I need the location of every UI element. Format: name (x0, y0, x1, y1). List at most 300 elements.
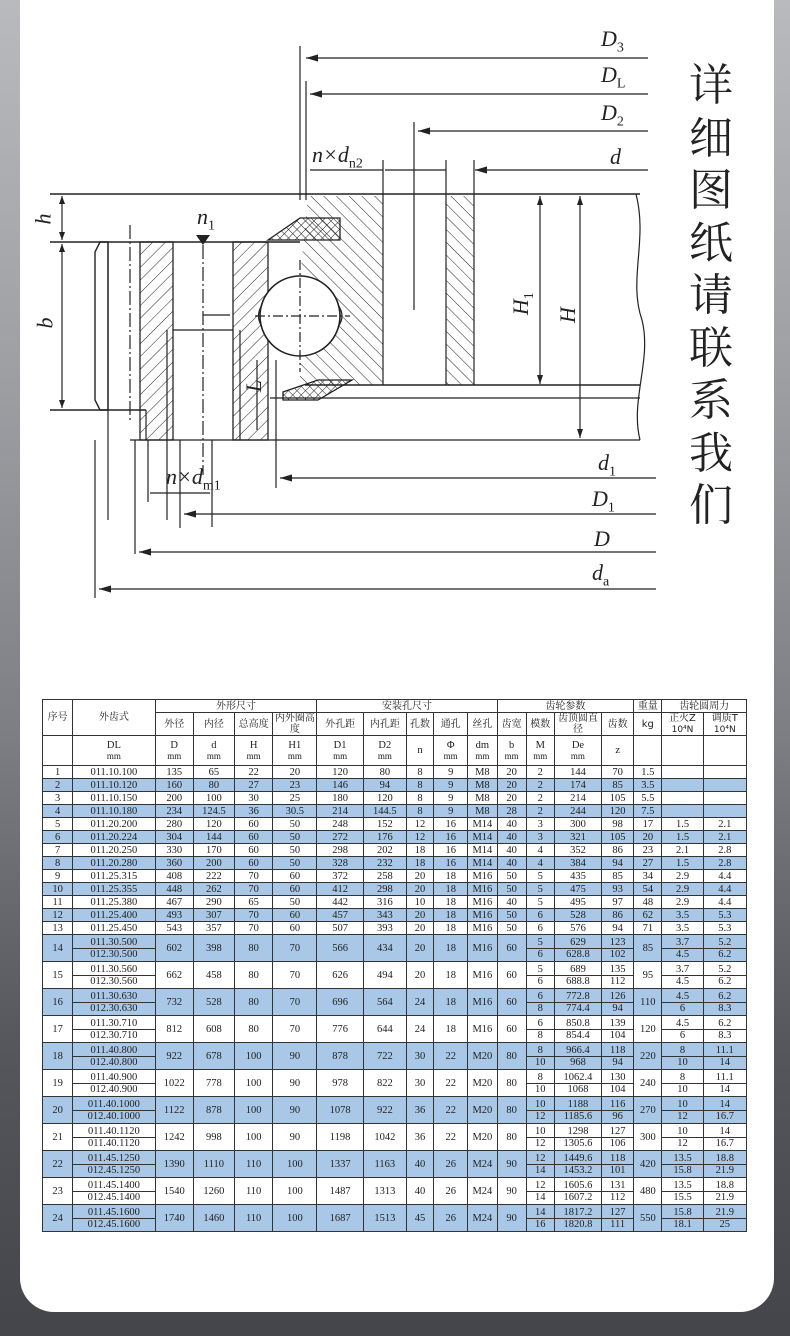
cell-tooth-count-part: 104 (609, 1029, 626, 1041)
cell-force-z: 2.9 (662, 883, 703, 896)
cell-b: 50 (497, 909, 526, 922)
cell-d1: 978 (317, 1070, 363, 1097)
cell-module: 2 (526, 766, 554, 779)
cell-tip-dia: 300 (554, 818, 601, 831)
table-row (43, 1016, 747, 1043)
cell-model-part: 011.45.1250 (73, 1153, 154, 1165)
cell-module: 4 (526, 844, 554, 857)
cell-n: 40 (406, 1178, 433, 1205)
cell-tooth-count-part: 123 (602, 937, 633, 949)
cell-module: 6 (526, 922, 554, 935)
cell-module-part: 5 (527, 964, 554, 976)
cell-weight: 34 (634, 870, 662, 883)
cell-n: 24 (406, 1016, 433, 1043)
cell-weight: 3.5 (634, 779, 662, 792)
cell-module-part: 10 (534, 1083, 546, 1095)
cell-force-z (662, 1124, 703, 1151)
cell-force-z (662, 805, 703, 818)
table-row (43, 792, 747, 805)
cell-force-t-part: 5.2 (704, 964, 746, 976)
label-n-dm1: $n\times d_{m1}$ (166, 464, 221, 494)
cell-force-z (662, 989, 703, 1016)
cell-h1: 23 (273, 779, 317, 792)
cell-d: 360 (155, 857, 193, 870)
header-seq: 序号 (43, 700, 73, 736)
cell-model-part: 011.30.630 (73, 991, 154, 1003)
cell-phi: 16 (434, 818, 468, 831)
symbol-kg (634, 736, 662, 766)
cell-force-t (703, 962, 746, 989)
cell-model-part: 011.40.1000 (73, 1099, 154, 1111)
cell-phi: 9 (434, 779, 468, 792)
cell-force-z-part: 3.7 (662, 964, 702, 976)
cell-force-z (662, 962, 703, 989)
cell-b: 60 (497, 935, 526, 962)
cell-h1: 50 (273, 818, 317, 831)
cell-dm: M16 (468, 1016, 497, 1043)
cell-force-t (703, 1043, 746, 1070)
cell-d2: 152 (363, 818, 406, 831)
cell-h1: 50 (273, 896, 317, 909)
cell-tooth-count-part: 126 (602, 991, 633, 1003)
cell-dm: M8 (468, 779, 497, 792)
cell-force-t (703, 1178, 746, 1205)
cell-model (73, 1043, 155, 1070)
cell-model-part: 012.30.560 (90, 975, 138, 987)
cell-tooth-count-part: 127 (602, 1126, 633, 1138)
label-D1: $D_1$ (592, 486, 615, 516)
header-tooth-width: 齿宽 (497, 713, 526, 736)
cell-n: 8 (406, 805, 433, 818)
cell-module-part: 8 (527, 1045, 554, 1057)
header-weight: 重量 (634, 700, 662, 713)
cell-d: 448 (155, 883, 193, 896)
cell-model-part: 012.40.800 (90, 1056, 138, 1068)
cell-d2: 298 (363, 883, 406, 896)
cell-dm: M20 (468, 1070, 497, 1097)
cell-tooth-count: 93 (602, 883, 634, 896)
cell-h1: 25 (273, 792, 317, 805)
header-inner-dia: 内径 (193, 713, 234, 736)
cell-d2: 232 (363, 857, 406, 870)
cell-d2: 80 (363, 766, 406, 779)
table-row (43, 1070, 747, 1097)
table-row (43, 766, 747, 779)
cell-d: 330 (155, 844, 193, 857)
cell-force-t-part: 21.9 (715, 1164, 734, 1176)
cell-weight: 71 (634, 922, 662, 935)
cell-b: 90 (497, 1205, 526, 1232)
cell-d: 398 (193, 935, 234, 962)
cell-h: 60 (235, 818, 273, 831)
cell-module-part: 8 (527, 1072, 554, 1084)
cell-tooth-count: 86 (602, 909, 634, 922)
cell-b: 40 (497, 818, 526, 831)
cell-d1: 566 (317, 935, 363, 962)
cell-module: 2 (526, 792, 554, 805)
cell-module (526, 1205, 554, 1232)
cell-d: 280 (155, 818, 193, 831)
cell-model (73, 1205, 155, 1232)
cell-force-t-part: 14 (704, 1126, 746, 1138)
cell-dm: M16 (468, 989, 497, 1016)
cell-module-part: 10 (534, 1056, 546, 1068)
cell-b: 40 (497, 896, 526, 909)
cell-weight: 220 (634, 1043, 662, 1070)
table-row (43, 831, 747, 844)
cell-n: 20 (406, 870, 433, 883)
cell-h1: 90 (273, 1124, 317, 1151)
symbol-D2: D2 mm (363, 736, 406, 766)
cell-h: 80 (235, 962, 273, 989)
cell-tooth-count (602, 962, 634, 989)
label-n-dn2: $n\times d_{n2}$ (312, 142, 363, 172)
cell-tip-dia-part: 1453.2 (563, 1164, 593, 1176)
cell-phi: 22 (434, 1097, 468, 1124)
cell-module-part: 14 (527, 1207, 554, 1219)
cell-seq: 15 (43, 962, 73, 989)
cell-d2: 922 (363, 1097, 406, 1124)
cell-weight: 300 (634, 1124, 662, 1151)
cell-tooth-count: 85 (602, 779, 634, 792)
cell-tip-dia-part: 1185.6 (563, 1110, 593, 1122)
cell-h: 100 (235, 1043, 273, 1070)
cell-phi: 18 (434, 962, 468, 989)
cell-d2: 564 (363, 989, 406, 1016)
cell-force-t (703, 1205, 746, 1232)
label-D2: $D_2$ (601, 100, 624, 130)
symbol-n: n (406, 736, 433, 766)
cell-seq: 2 (43, 779, 73, 792)
cell-force-z: 1.5 (662, 857, 703, 870)
cell-model: 011.20.250 (73, 844, 155, 857)
cell-module: 5 (526, 896, 554, 909)
cell-tip-dia-part: 1188 (555, 1099, 601, 1111)
cell-seq: 19 (43, 1070, 73, 1097)
cell-b: 50 (497, 922, 526, 935)
cell-seq: 8 (43, 857, 73, 870)
cell-module-part: 6 (527, 991, 554, 1003)
cell-d1: 696 (317, 989, 363, 1016)
cell-force-t: 4.4 (703, 896, 746, 909)
cell-d1: 146 (317, 779, 363, 792)
cell-force-z: 3.5 (662, 909, 703, 922)
cell-seq: 1 (43, 766, 73, 779)
cell-d2: 393 (363, 922, 406, 935)
cell-h1: 70 (273, 935, 317, 962)
header-model: 外齿式 (73, 700, 155, 736)
cell-d: 200 (155, 792, 193, 805)
cell-seq: 5 (43, 818, 73, 831)
cell-dm: M14 (468, 831, 497, 844)
cell-b: 80 (497, 1070, 526, 1097)
cell-d1: 457 (317, 909, 363, 922)
cell-model (73, 1097, 155, 1124)
cell-model: 011.25.315 (73, 870, 155, 883)
cell-d: 458 (193, 962, 234, 989)
cell-weight: 110 (634, 989, 662, 1016)
cell-weight: 48 (634, 896, 662, 909)
cell-d1: 626 (317, 962, 363, 989)
cell-model-part: 011.30.560 (73, 964, 154, 976)
cell-tip-dia-part: 1820.8 (563, 1218, 593, 1230)
cell-n: 12 (406, 831, 433, 844)
cell-module: 2 (526, 805, 554, 818)
cell-tip-dia: 321 (554, 831, 601, 844)
cell-d: 878 (193, 1097, 234, 1124)
cell-seq: 10 (43, 883, 73, 896)
cell-model: 011.10.120 (73, 779, 155, 792)
cell-h1: 50 (273, 831, 317, 844)
cell-h1: 70 (273, 1016, 317, 1043)
cell-seq: 11 (43, 896, 73, 909)
cell-phi: 26 (434, 1151, 468, 1178)
slewing-bearing-drawing (0, 0, 790, 620)
cell-n: 45 (406, 1205, 433, 1232)
cell-n: 20 (406, 962, 433, 989)
cell-d1: 328 (317, 857, 363, 870)
cell-d: 160 (155, 779, 193, 792)
cell-seq: 14 (43, 935, 73, 962)
header-tooth-count: 齿数 (602, 713, 634, 736)
cell-weight: 420 (634, 1151, 662, 1178)
cell-tip-dia-part: 772.8 (555, 991, 601, 1003)
cell-tip-dia (554, 935, 601, 962)
cell-model (73, 1016, 155, 1043)
header-quenched: 调质T 10⁴N (703, 713, 746, 736)
cell-d: 1390 (155, 1151, 193, 1178)
cell-phi: 18 (434, 922, 468, 935)
cell-model-part: 012.45.1400 (87, 1191, 141, 1203)
cell-dm: M8 (468, 792, 497, 805)
cell-weight: 7.5 (634, 805, 662, 818)
cell-tip-dia (554, 1205, 601, 1232)
cell-phi: 22 (434, 1124, 468, 1151)
cell-b: 50 (497, 870, 526, 883)
cell-module-part: 6 (537, 975, 543, 987)
cell-model (73, 1070, 155, 1097)
cell-dm: M16 (468, 870, 497, 883)
cell-tip-dia-part: 968 (570, 1056, 586, 1068)
table-row (43, 883, 747, 896)
cell-model-part: 011.40.1120 (88, 1137, 140, 1149)
cell-h1: 90 (273, 1043, 317, 1070)
cell-module (526, 1124, 554, 1151)
cell-force-z (662, 1178, 703, 1205)
cell-weight: 270 (634, 1097, 662, 1124)
cell-d2: 1042 (363, 1124, 406, 1151)
cell-h1: 50 (273, 857, 317, 870)
cell-tip-dia-part: 1305.6 (563, 1137, 593, 1149)
cell-d: 922 (155, 1043, 193, 1070)
cell-force-z: 1.5 (662, 818, 703, 831)
cell-n: 12 (406, 818, 433, 831)
cell-d2: 202 (363, 844, 406, 857)
header-group-gear: 齿轮参数 (497, 700, 634, 713)
cell-force-t (703, 1070, 746, 1097)
cell-force-t-part: 16.7 (715, 1137, 734, 1149)
cell-module-part: 8 (537, 1029, 543, 1041)
cell-tooth-count (602, 989, 634, 1016)
cell-h: 80 (235, 935, 273, 962)
cell-seq: 6 (43, 831, 73, 844)
cell-force-z-part: 8 (662, 1072, 702, 1084)
cell-phi: 9 (434, 766, 468, 779)
cell-b: 90 (497, 1178, 526, 1205)
cell-model (73, 1178, 155, 1205)
cell-tooth-count-part: 102 (609, 948, 626, 960)
header-module: 模数 (526, 713, 554, 736)
cell-module-part: 8 (537, 1002, 543, 1014)
cell-dm: M20 (468, 1124, 497, 1151)
cell-tooth-count-part: 111 (610, 1218, 626, 1230)
table-row (43, 989, 747, 1016)
cell-module-part: 12 (527, 1180, 554, 1192)
cell-force-t (703, 792, 746, 805)
cell-h1: 50 (273, 844, 317, 857)
cell-d: 608 (193, 1016, 234, 1043)
cell-h: 36 (235, 805, 273, 818)
cell-b: 20 (497, 779, 526, 792)
cell-b: 20 (497, 792, 526, 805)
header-ring-height: 内外圈高度 (273, 713, 317, 736)
cell-model: 011.25.380 (73, 896, 155, 909)
cell-tip-dia-part: 854.4 (566, 1029, 590, 1041)
cell-model: 011.25.400 (73, 909, 155, 922)
cell-tooth-count: 94 (602, 857, 634, 870)
cell-d2: 722 (363, 1043, 406, 1070)
cell-tooth-count (602, 1151, 634, 1178)
cell-dm: M20 (468, 1043, 497, 1070)
cell-b: 60 (497, 989, 526, 1016)
cell-force-t-part: 6.2 (718, 975, 732, 987)
cell-weight: 95 (634, 962, 662, 989)
cell-force-z: 3.5 (662, 922, 703, 935)
cell-n: 20 (406, 883, 433, 896)
table-row (43, 1124, 747, 1151)
cell-model-part: 012.45.1250 (87, 1164, 141, 1176)
cell-model-part: 011.40.900 (73, 1072, 154, 1084)
cell-h: 60 (235, 844, 273, 857)
cell-phi: 18 (434, 1016, 468, 1043)
cell-d2: 644 (363, 1016, 406, 1043)
cell-module-part: 14 (534, 1164, 546, 1176)
cell-model (73, 1151, 155, 1178)
cell-module-part: 16 (534, 1218, 546, 1230)
cell-d: 528 (193, 989, 234, 1016)
cell-module: 2 (526, 779, 554, 792)
cell-tip-dia: 244 (554, 805, 601, 818)
cell-n: 18 (406, 844, 433, 857)
table-row (43, 1097, 747, 1124)
symbol-b: b mm (497, 736, 526, 766)
cell-tooth-count-part: 106 (609, 1137, 626, 1149)
cell-module (526, 1097, 554, 1124)
cell-tooth-count (602, 1043, 634, 1070)
cell-force-t (703, 989, 746, 1016)
cell-h: 80 (235, 989, 273, 1016)
cell-tip-dia-part: 689 (555, 964, 601, 976)
cell-d: 124.5 (193, 805, 234, 818)
cell-tip-dia-part: 688.8 (566, 975, 590, 987)
cell-force-z-part: 3.7 (662, 937, 702, 949)
cell-force-z-part: 10 (662, 1099, 702, 1111)
header-thread-hole: 丝孔 (468, 713, 497, 736)
cell-h1: 60 (273, 883, 317, 896)
cell-module-part: 10 (527, 1126, 554, 1138)
cell-module-part: 12 (534, 1137, 546, 1149)
cell-model (73, 962, 155, 989)
cell-tooth-count-part: 130 (602, 1072, 633, 1084)
cell-dm: M14 (468, 818, 497, 831)
cell-seq: 3 (43, 792, 73, 805)
cell-model-part: 012.30.710 (90, 1029, 138, 1041)
cell-d: 1242 (155, 1124, 193, 1151)
cell-force-t-part: 14 (719, 1083, 731, 1095)
cell-tip-dia (554, 1097, 601, 1124)
cell-d1: 180 (317, 792, 363, 805)
cell-tip-dia (554, 1178, 601, 1205)
label-h: h (30, 213, 56, 225)
cell-force-t-part: 11.1 (704, 1045, 746, 1057)
symbol-D: D mm (155, 736, 193, 766)
cell-d: 290 (193, 896, 234, 909)
cell-d: 144 (193, 831, 234, 844)
cell-dm: M16 (468, 896, 497, 909)
cell-b: 40 (497, 831, 526, 844)
cell-tooth-count-part: 135 (602, 964, 633, 976)
cell-force-z (662, 792, 703, 805)
header-outer-hole-dist: 外孔距 (317, 713, 363, 736)
cell-force-z-part: 13.5 (662, 1180, 702, 1192)
symbol-z: z (602, 736, 634, 766)
cell-d: 307 (193, 909, 234, 922)
cell-seq: 7 (43, 844, 73, 857)
cell-tip-dia: 352 (554, 844, 601, 857)
cell-dm: M16 (468, 962, 497, 989)
cell-d2: 1513 (363, 1205, 406, 1232)
cell-weight: 85 (634, 935, 662, 962)
cell-tip-dia: 528 (554, 909, 601, 922)
cell-d: 304 (155, 831, 193, 844)
cell-d2: 494 (363, 962, 406, 989)
cell-d: 170 (193, 844, 234, 857)
cell-h1: 90 (273, 1097, 317, 1124)
cell-d1: 878 (317, 1043, 363, 1070)
cell-d2: 1313 (363, 1178, 406, 1205)
cell-phi: 18 (434, 935, 468, 962)
cell-model-part: 011.40.800 (73, 1045, 154, 1057)
header-group-install: 安装孔尺寸 (317, 700, 497, 713)
cell-tooth-count: 86 (602, 844, 634, 857)
cell-seq: 22 (43, 1151, 73, 1178)
cell-model-part: 012.40.1000 (87, 1110, 141, 1122)
table-row (43, 1151, 747, 1178)
cell-seq: 17 (43, 1016, 73, 1043)
cell-module: 6 (526, 909, 554, 922)
cell-tip-dia (554, 1016, 601, 1043)
cell-b: 60 (497, 1016, 526, 1043)
cell-dm: M20 (468, 1097, 497, 1124)
cell-seq: 13 (43, 922, 73, 935)
cell-force-t-part: 5.2 (704, 937, 746, 949)
cell-phi: 16 (434, 831, 468, 844)
cell-force-t-part: 18.8 (704, 1153, 746, 1165)
cell-d2: 822 (363, 1070, 406, 1097)
cell-dm: M16 (468, 922, 497, 935)
cell-force-z (662, 1097, 703, 1124)
cell-module: 3 (526, 818, 554, 831)
